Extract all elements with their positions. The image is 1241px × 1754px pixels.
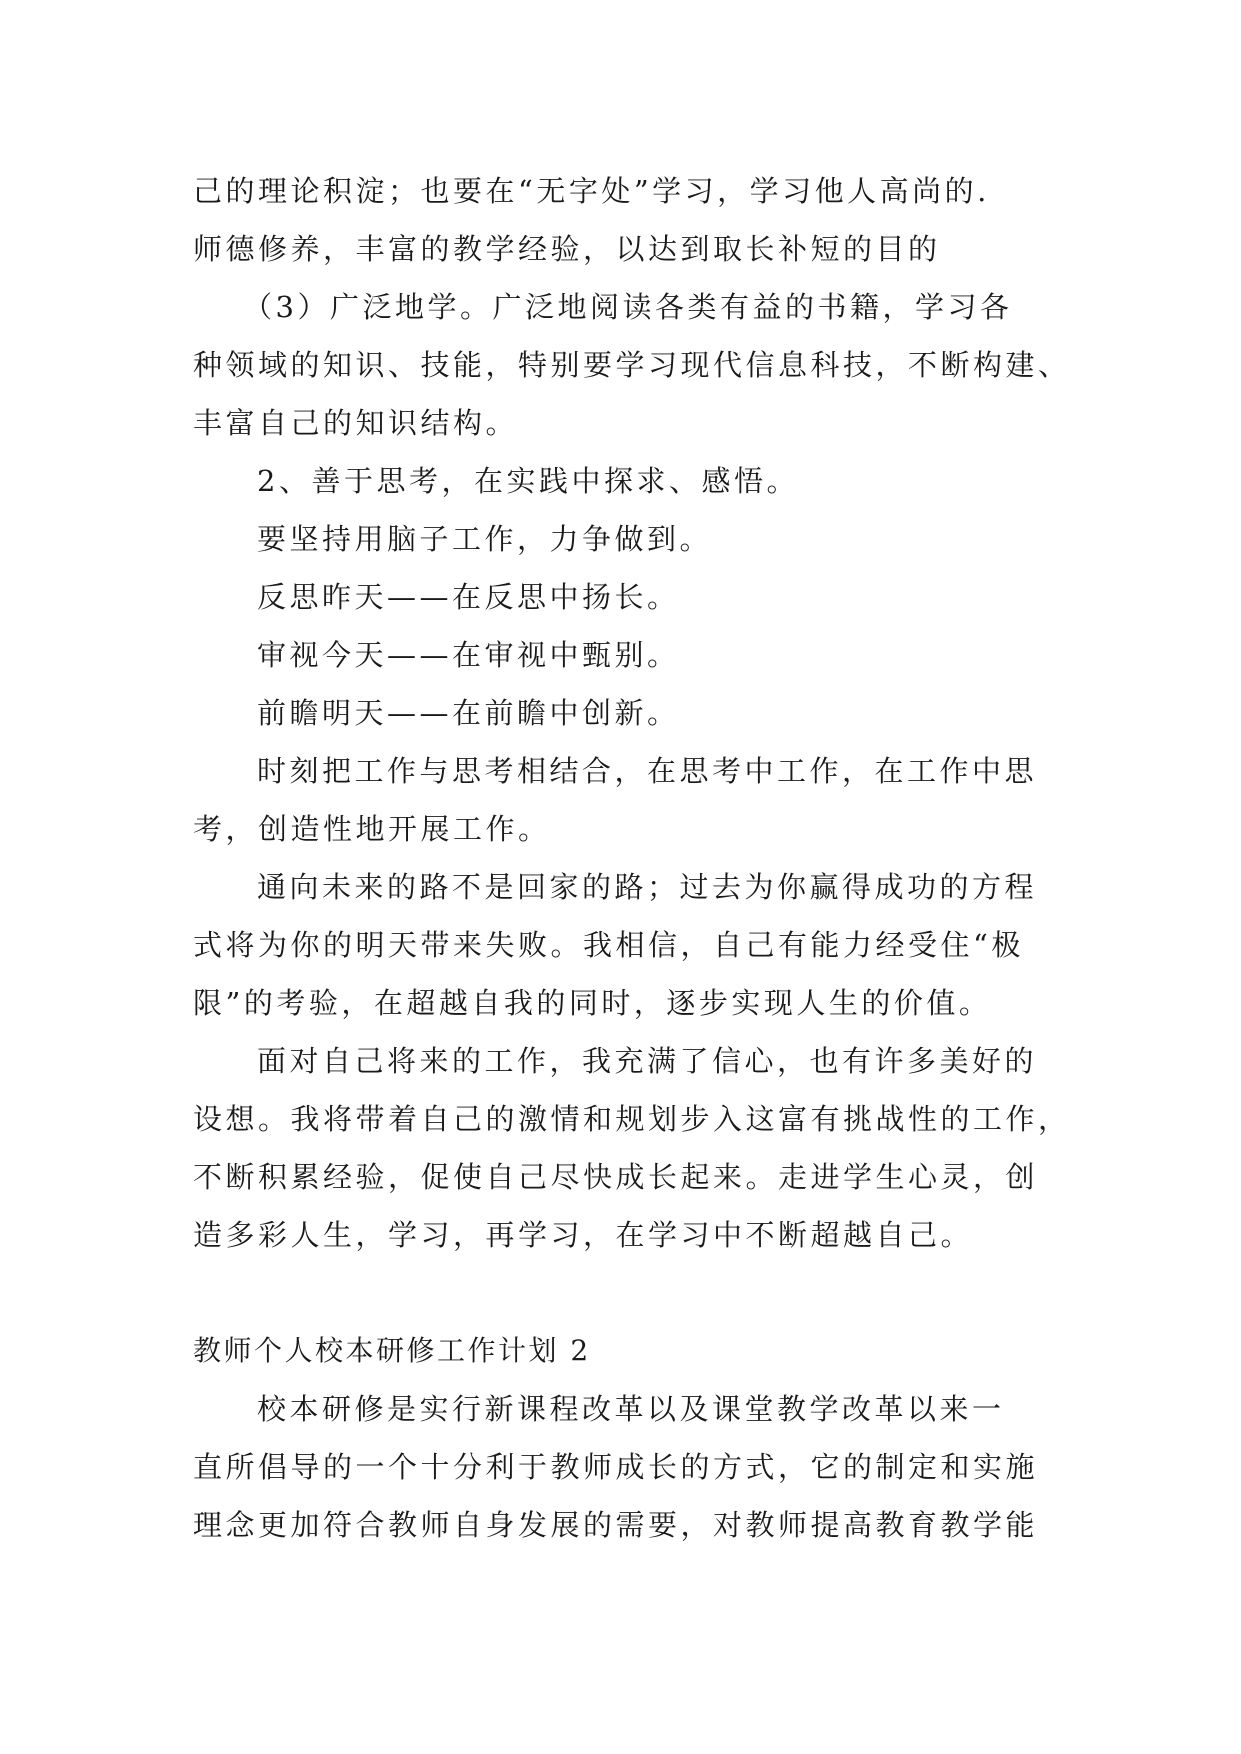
paragraph-line: （3）广泛地学。广泛地阅读各类有益的书籍，学习各 [243,290,1013,324]
paragraph-line: 式将为你的明天带来失败。我相信，自己有能力经受住“极 [193,928,1024,962]
paragraph-line: 面对自己将来的工作，我充满了信心，也有许多美好的 [257,1044,1038,1078]
paragraph-line: 己的理论积淀；也要在“无字处”学习，学习他人高尚的. [193,174,990,208]
paragraph-line: 时刻把工作与思考相结合，在思考中工作，在工作中思 [257,754,1038,788]
section-heading: 教师个人校本研修工作计划 2 [193,1334,591,1367]
paragraph-line: 丰富自己的知识结构。 [193,406,519,440]
paragraph-line: 校本研修是实行新课程改革以及课堂教学改革以来一 [257,1392,1005,1426]
paragraph-line: 限”的考验，在超越自我的同时，逐步实现人生的价值。 [193,986,992,1020]
paragraph-line: 考，创造性地开展工作。 [193,812,551,846]
section-gap [193,1264,1053,1322]
paragraph-line: 反思昨天——在反思中扬长。 [257,580,680,614]
paragraph-line: 种领域的知识、技能，特别要学习现代信息科技，不断构建、 [193,348,1071,382]
paragraph-line: 前瞻明天——在前瞻中创新。 [257,696,680,730]
paragraph-line: 直所倡导的一个十分利于教师成长的方式，它的制定和实施 [193,1450,1039,1484]
paragraph-line: 通向未来的路不是回家的路；过去为你赢得成功的方程 [257,870,1038,904]
paragraph-line: 不断积累经验，促使自己尽快成长起来。走进学生心灵，创 [193,1160,1039,1194]
document-body [193,162,1071,1554]
paragraph-line: 2、善于思考，在实践中探求、感悟。 [257,464,799,498]
paragraph-line: 师德修养，丰富的教学经验，以达到取长补短的目的 [193,232,941,266]
paragraph-line: 造多彩人生，学习，再学习，在学习中不断超越自己。 [193,1218,974,1252]
paragraph-line: 要坚持用脑子工作，力争做到。 [257,522,713,556]
paragraph-line: 理念更加符合教师自身发展的需要，对教师提高教育教学能 [193,1508,1039,1542]
paragraph-line: 审视今天——在审视中甄别。 [257,638,680,672]
paragraph-line: 设想。我将带着自己的激情和规划步入这富有挑战性的工作， [193,1102,1071,1136]
